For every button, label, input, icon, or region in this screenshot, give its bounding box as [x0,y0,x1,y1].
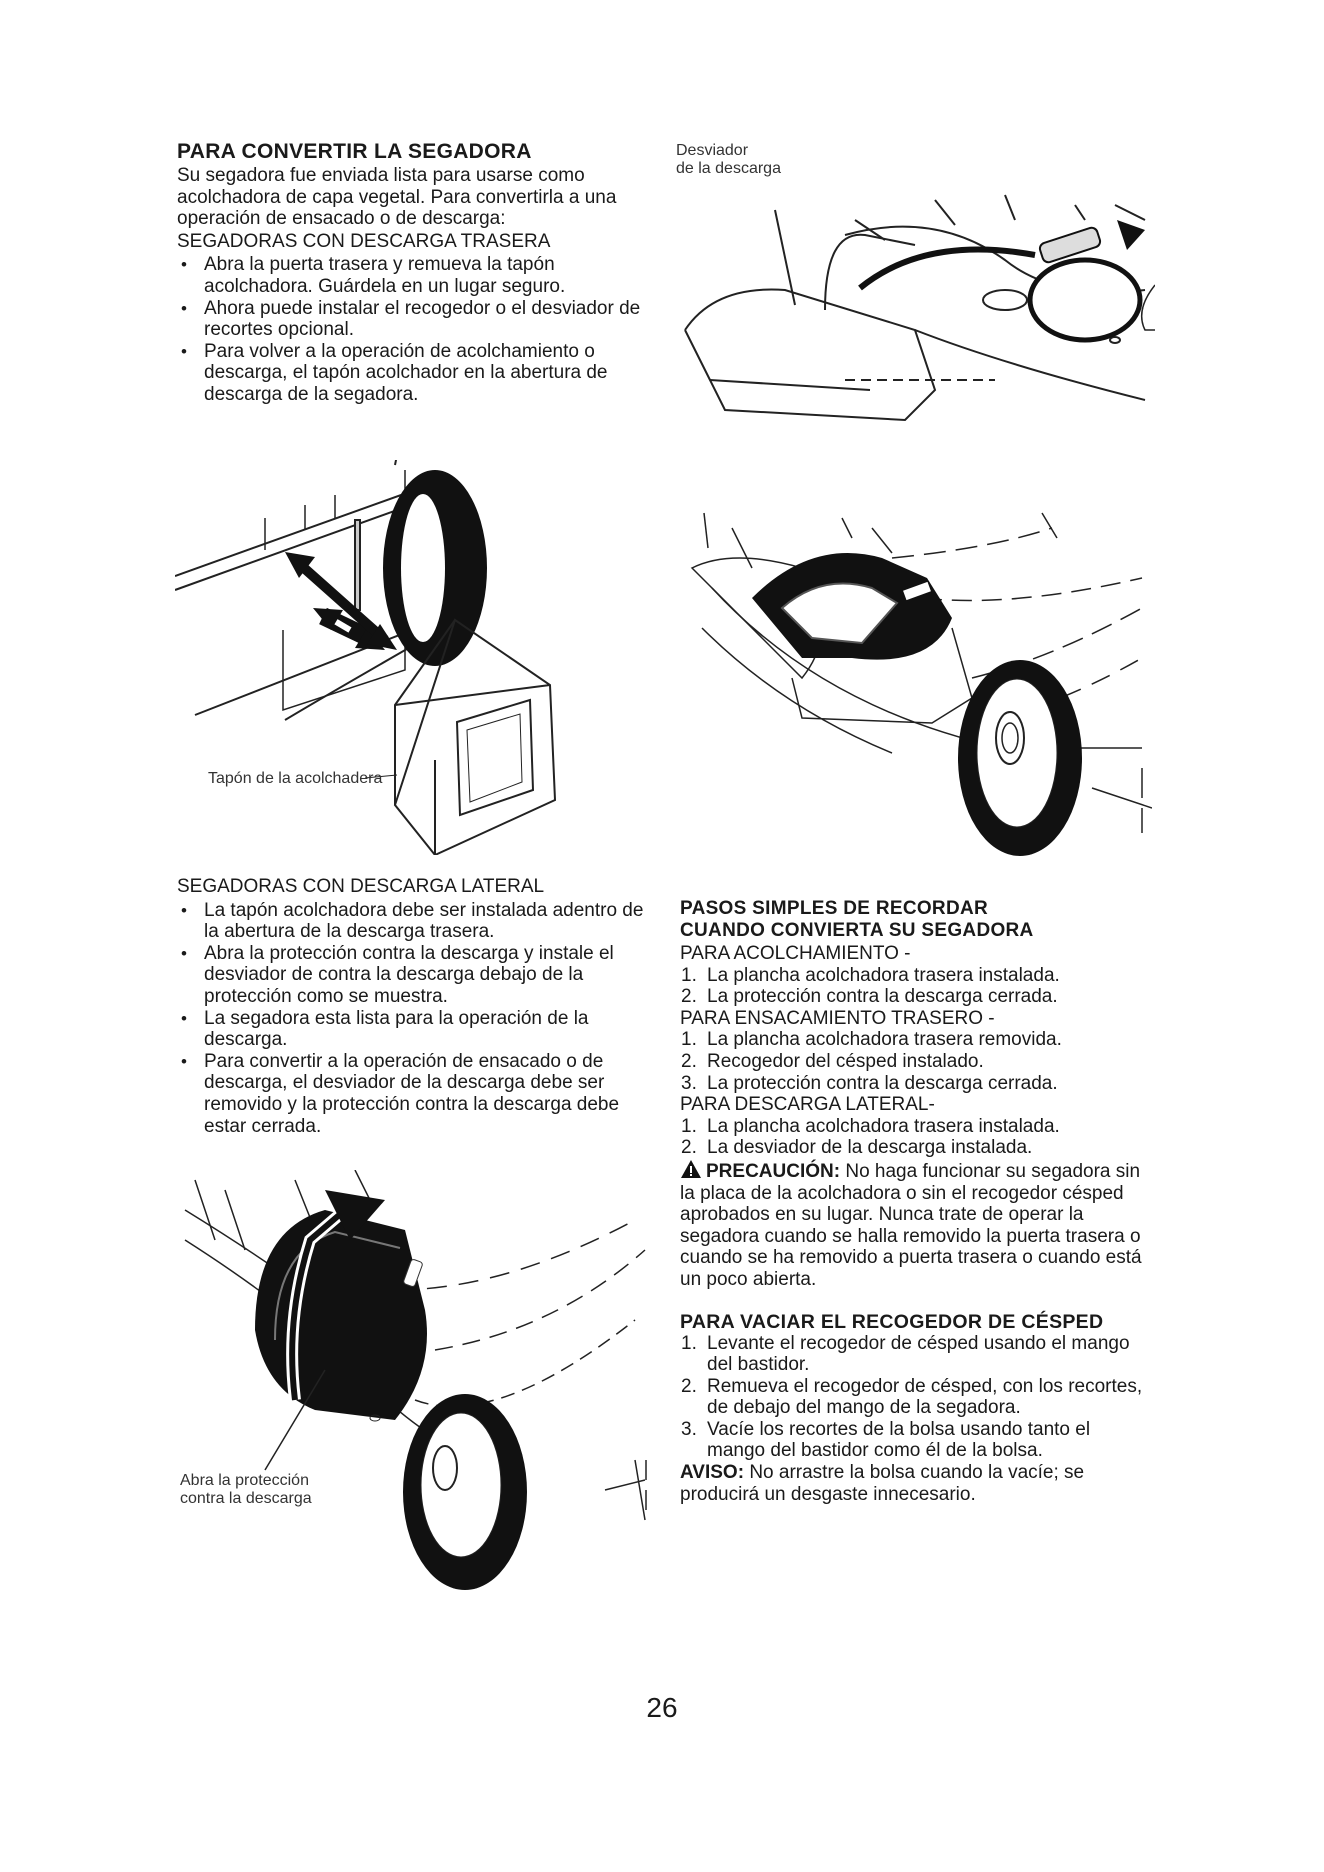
convert-heading: PARA CONVERTIR LA SEGADORA [177,140,532,163]
item-number: 2. [681,1137,697,1159]
item-text: Recogedor del césped instalado. [707,1050,984,1072]
list-item [680,1116,1150,1138]
caption-line: de la descarga [676,160,781,177]
list-item: • Abra la puerta trasera y remueva la tapón acolchadora. Guárdela en un lugar seguro. [177,254,647,297]
item-text: La plancha acolchadora trasera removida. [707,1029,1062,1051]
item-text: Levante el recogedor de césped usando el mango del bastidor. [707,1332,1130,1376]
notice-text: No arrastre la bolsa cuando la vacíe; se producirá un desgaste innecesario. [680,1462,1085,1505]
caption-line: Desviador [676,142,749,159]
caption-line: Abra la protección [180,1472,309,1489]
deflector-installed-figure [672,508,1152,868]
mulch-heading: PARA ACOLCHAMIENTO - [680,943,911,964]
list-item [680,1029,1150,1051]
item-number: 1. [681,964,697,986]
bagging-heading: PARA ENSACAMIENTO TRASERO - [680,1007,995,1029]
list-item [680,1419,1150,1462]
caution-label: PRECAUCIÓN: [706,1160,841,1182]
notice-paragraph [680,1462,1150,1505]
heading-line: PASOS SIMPLES DE RECORDAR [680,898,989,919]
caution-text-rest: segadora sin la placa de la acolchadora o sin el recogedor césped aprobados en su lugar. Nunca trate de operar la segadora cuando se halla removido la puerta trasera o cuando se ha removido a puerta trasera o cuando está un poco abierta. [680,1160,1142,1290]
steps-heading [680,898,1150,942]
list-item [680,1376,1150,1419]
mulch-plug-figure [175,460,665,855]
rear-bullets [177,254,647,405]
warning-triangle-icon [680,1159,702,1179]
mulch-list [680,965,1150,1008]
item-number: 2. [681,986,697,1008]
item-text: Vacíe los recortes de la bolsa usando tanto el mango del bastidor como él de la bolsa. [707,1418,1091,1462]
empty-bag-heading: PARA VACIAR EL RECOGEDOR DE CÉSPED [680,1310,1104,1333]
caution-paragraph [680,1159,1150,1291]
open-guard-caption [180,1472,312,1508]
item-text: Remueva el recogedor de césped, con los recortes, de debajo del mango de la segadora. [707,1375,1143,1419]
list-item: • Para convertir a la operación de ensacado o de descarga, el desviador de la descarga debe ser removido y la protección contra la descarga debe estar cerrada. [177,1051,657,1137]
notice-label: AVISO: [680,1462,745,1484]
item-number: 2. [681,1375,697,1397]
right-column-steps [680,898,1150,1505]
left-column-bottom [177,876,657,1137]
list-item [680,1051,1150,1073]
list-item [680,1137,1150,1159]
item-text: La desviador de la descarga instalada. [707,1137,1033,1159]
item-text: La protección contra la descarga cerrada. [707,986,1058,1008]
open-guard-figure [175,1170,655,1590]
list-item: • La segadora esta lista para la operación de la descarga. [177,1008,657,1051]
bagging-list [680,1029,1150,1094]
item-text: La plancha acolchadora trasera instalada. [707,1115,1060,1137]
left-column-top [177,140,647,406]
side-discharge-steps-heading: PARA DESCARGA LATERAL- [680,1094,935,1116]
item-number: 1. [681,1332,697,1354]
list-item [680,965,1150,987]
caption-line: contra la descarga [180,1490,312,1507]
list-item: • Para volver a la operación de acolchamiento o descarga, el tapón acolchador en la abertura de descarga de la segadora. [177,341,647,406]
heading-line: CUANDO CONVIERTA SU SEGADORA [680,920,1034,941]
caution-text-first: No haga funcionar su [845,1160,1026,1182]
side-discharge-list [680,1116,1150,1159]
deflector-figure [675,190,1155,480]
item-text: La plancha acolchadora trasera instalada. [707,964,1060,986]
side-bullets [177,900,657,1138]
item-number: 1. [681,1115,697,1137]
rear-discharge-heading: SEGADORAS CON DESCARGA TRASERA [177,230,551,252]
empty-bag-list [680,1333,1150,1463]
deflector-caption [676,142,781,178]
item-number: 2. [681,1050,697,1072]
list-item: • Abra la protección contra la descarga y instale el desviador de contra la descarga debajo de la protección como se muestra. [177,943,657,1008]
item-text: La protección contra la descarga cerrada. [707,1072,1058,1094]
item-number: 3. [681,1418,697,1440]
list-item: • La tapón acolchadora debe ser instalada adentro de la abertura de la descarga trasera. [177,900,657,943]
page-number: 26 [646,1692,678,1723]
mulch-plug-caption: Tapón de la acolchadera [208,770,383,787]
item-number: 1. [681,1029,697,1051]
side-discharge-heading: SEGADORAS CON DESCARGA LATERAL [177,876,545,897]
item-number: 3. [681,1072,697,1094]
convert-intro: Su segadora fue enviada lista para usarse como acolchadora de capa vegetal. Para convertirla a una operación de ensacado o de descarga: [177,165,617,230]
list-item [680,986,1150,1008]
list-item [680,1333,1150,1376]
list-item [680,1073,1150,1095]
list-item: • Ahora puede instalar el recogedor o el desviador de recortes opcional. [177,298,647,341]
